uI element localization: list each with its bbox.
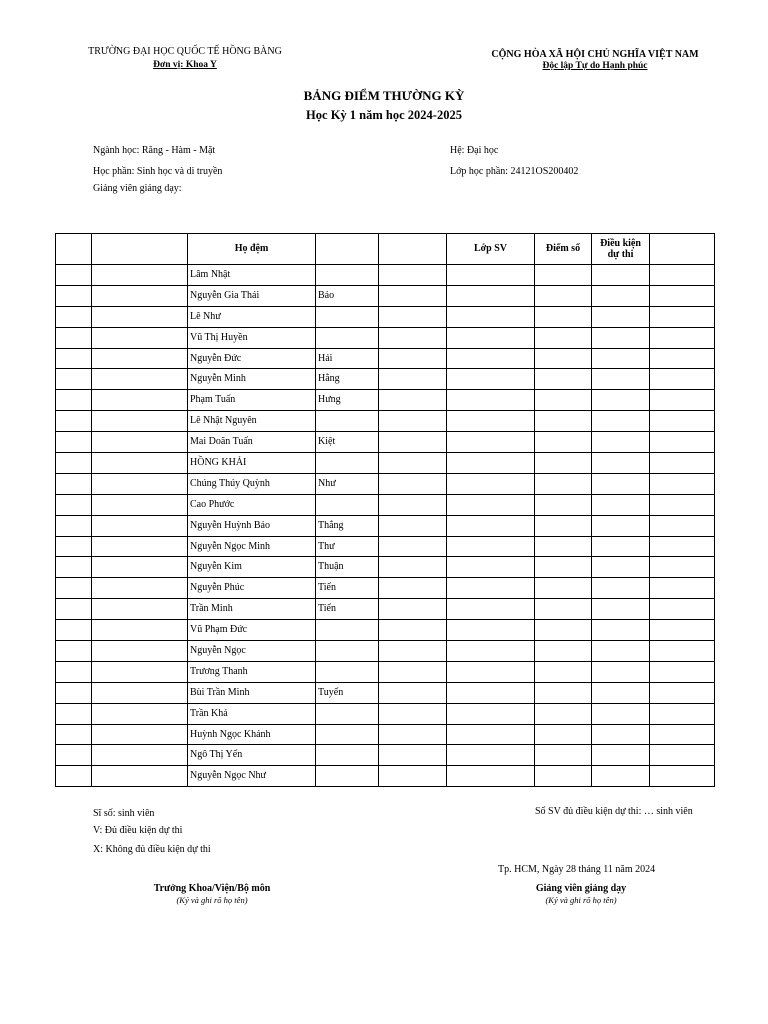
cell-empty xyxy=(379,641,447,662)
cell-empty xyxy=(447,515,535,536)
cell-empty xyxy=(535,745,592,766)
cell-ten: Kiệt xyxy=(316,432,379,453)
cell-empty xyxy=(535,473,592,494)
cell-ho-dem: Lê Nhật Nguyên xyxy=(188,411,316,432)
school-name: TRƯỜNG ĐẠI HỌC QUỐC TẾ HỒNG BÀNG xyxy=(88,46,282,57)
cell-empty xyxy=(650,473,715,494)
cell-empty xyxy=(92,766,188,787)
cell-empty xyxy=(447,411,535,432)
cell-empty xyxy=(535,599,592,620)
cell-empty xyxy=(92,578,188,599)
cell-empty xyxy=(447,578,535,599)
cell-empty xyxy=(92,661,188,682)
cell-empty xyxy=(650,411,715,432)
cell-empty xyxy=(447,641,535,662)
cell-empty xyxy=(592,327,650,348)
cell-empty xyxy=(56,578,92,599)
cell-empty xyxy=(592,515,650,536)
cell-ho-dem: Trần Khả xyxy=(188,703,316,724)
cell-empty xyxy=(650,348,715,369)
cell-empty xyxy=(592,578,650,599)
cell-empty xyxy=(447,620,535,641)
cell-empty xyxy=(447,557,535,578)
cell-empty xyxy=(92,369,188,390)
cell-empty xyxy=(535,494,592,515)
eligible-count: Số SV đủ điều kiện dự thi: … sinh viên xyxy=(535,806,693,817)
cell-empty xyxy=(56,661,92,682)
table-row xyxy=(56,369,715,390)
cell-ten: Hằng xyxy=(316,369,379,390)
cell-empty xyxy=(650,682,715,703)
cell-ten: Bảo xyxy=(316,285,379,306)
cell-ho-dem: Mai Doãn Tuấn xyxy=(188,432,316,453)
table-row xyxy=(56,703,715,724)
cell-empty xyxy=(92,285,188,306)
cell-empty xyxy=(447,390,535,411)
cell-ten xyxy=(316,265,379,286)
cell-ho-dem: HỒNG KHẢI xyxy=(188,453,316,474)
cell-empty xyxy=(592,348,650,369)
cell-empty xyxy=(650,515,715,536)
cell-empty xyxy=(535,327,592,348)
table-row xyxy=(56,473,715,494)
cell-empty xyxy=(92,411,188,432)
cell-ten xyxy=(316,494,379,515)
cell-empty xyxy=(592,432,650,453)
cell-empty xyxy=(56,473,92,494)
cell-empty xyxy=(592,703,650,724)
cell-ho-dem: Lê Như xyxy=(188,306,316,327)
cell-empty xyxy=(56,494,92,515)
table-row xyxy=(56,641,715,662)
table-row xyxy=(56,557,715,578)
cell-empty xyxy=(379,620,447,641)
cell-ten: Tiến xyxy=(316,578,379,599)
cell-empty xyxy=(650,620,715,641)
cell-empty xyxy=(650,745,715,766)
cell-ho-dem: Huỳnh Ngọc Khánh xyxy=(188,724,316,745)
cell-empty xyxy=(447,285,535,306)
cell-empty xyxy=(56,369,92,390)
cell-ho-dem: Phạm Tuấn xyxy=(188,390,316,411)
cell-ten xyxy=(316,306,379,327)
cell-empty xyxy=(592,411,650,432)
cell-empty xyxy=(535,515,592,536)
sign-right-note: (Ký và ghi rõ họ tên) xyxy=(545,895,617,905)
cell-ten: Thắng xyxy=(316,515,379,536)
cell-empty xyxy=(379,515,447,536)
cell-ten xyxy=(316,641,379,662)
table-row xyxy=(56,724,715,745)
cell-empty xyxy=(535,390,592,411)
cell-empty xyxy=(650,453,715,474)
cell-empty xyxy=(379,536,447,557)
cell-ho-dem: Nguyễn Huỳnh Bảo xyxy=(188,515,316,536)
cell-ten: Tuyến xyxy=(316,682,379,703)
legend-v: V: Đủ điều kiện dự thi xyxy=(93,825,183,836)
cell-empty xyxy=(92,745,188,766)
cell-empty xyxy=(592,453,650,474)
cell-empty xyxy=(92,432,188,453)
cell-ho-dem: Trương Thanh xyxy=(188,661,316,682)
cell-empty xyxy=(535,766,592,787)
cell-ho-dem: Vũ Thị Huyền xyxy=(188,327,316,348)
cell-empty xyxy=(535,620,592,641)
cell-empty xyxy=(379,390,447,411)
cell-empty xyxy=(447,327,535,348)
cell-empty xyxy=(447,766,535,787)
cell-empty xyxy=(56,557,92,578)
cell-empty xyxy=(535,557,592,578)
cell-empty xyxy=(592,661,650,682)
cell-ho-dem: Nguyễn Minh xyxy=(188,369,316,390)
table-row xyxy=(56,661,715,682)
cell-empty xyxy=(56,306,92,327)
cell-empty xyxy=(447,369,535,390)
cell-empty xyxy=(92,327,188,348)
cell-empty xyxy=(379,766,447,787)
cell-empty xyxy=(592,285,650,306)
cell-empty xyxy=(379,661,447,682)
cell-empty xyxy=(379,473,447,494)
cell-empty xyxy=(379,578,447,599)
cell-ten: Hải xyxy=(316,348,379,369)
cell-ho-dem: Nguyễn Gia Thái xyxy=(188,285,316,306)
cell-ten: Tiến xyxy=(316,599,379,620)
table-row xyxy=(56,515,715,536)
cell-ho-dem: Nguyễn Đức xyxy=(188,348,316,369)
cell-empty xyxy=(56,390,92,411)
cell-ho-dem: Lâm Nhật xyxy=(188,265,316,286)
cell-empty xyxy=(447,453,535,474)
cell-empty xyxy=(650,265,715,286)
cell-empty xyxy=(56,432,92,453)
sign-left-title: Trưởng Khoa/Viện/Bộ môn xyxy=(153,883,271,894)
cell-empty xyxy=(447,599,535,620)
table-row xyxy=(56,265,715,286)
cell-empty xyxy=(92,641,188,662)
lecturer-label: Giảng viên giảng dạy: xyxy=(93,183,182,194)
cell-empty xyxy=(650,766,715,787)
cell-empty xyxy=(92,599,188,620)
cell-empty xyxy=(650,285,715,306)
table-row xyxy=(56,599,715,620)
cell-empty xyxy=(56,285,92,306)
cell-empty xyxy=(650,536,715,557)
cell-empty xyxy=(56,703,92,724)
header-col-1 xyxy=(56,234,92,265)
table-row xyxy=(56,453,715,474)
cell-ten xyxy=(316,327,379,348)
class-size: Sĩ số: sinh viên xyxy=(93,808,155,819)
cell-empty xyxy=(92,620,188,641)
cell-empty xyxy=(592,641,650,662)
cell-empty xyxy=(592,494,650,515)
cell-ten xyxy=(316,745,379,766)
cell-empty xyxy=(592,724,650,745)
cell-empty xyxy=(592,557,650,578)
cell-empty xyxy=(379,306,447,327)
sign-right-title: Giảng viên giảng dạy xyxy=(535,883,627,894)
cell-empty xyxy=(650,494,715,515)
cell-ten xyxy=(316,661,379,682)
cell-empty xyxy=(379,411,447,432)
cell-empty xyxy=(650,390,715,411)
cell-ho-dem: Bùi Trần Minh xyxy=(188,682,316,703)
table-row xyxy=(56,348,715,369)
cell-empty xyxy=(379,453,447,474)
nation-title: CỘNG HÒA XÃ HỘI CHỦ NGHĨA VIỆT NAM xyxy=(491,49,699,60)
cell-empty xyxy=(535,641,592,662)
cell-empty xyxy=(447,306,535,327)
cell-empty xyxy=(379,703,447,724)
cell-empty xyxy=(535,682,592,703)
cell-empty xyxy=(56,620,92,641)
cell-empty xyxy=(535,285,592,306)
cell-empty xyxy=(379,494,447,515)
cell-empty xyxy=(592,745,650,766)
cell-empty xyxy=(447,682,535,703)
cell-empty xyxy=(592,620,650,641)
cell-empty xyxy=(650,369,715,390)
cell-empty xyxy=(650,641,715,662)
cell-empty xyxy=(56,766,92,787)
cell-empty xyxy=(650,703,715,724)
cell-empty xyxy=(592,390,650,411)
cell-empty xyxy=(592,536,650,557)
cell-empty xyxy=(379,369,447,390)
cell-empty xyxy=(56,327,92,348)
cell-empty xyxy=(535,661,592,682)
table-row xyxy=(56,536,715,557)
cell-empty xyxy=(447,536,535,557)
cell-ho-dem: Nguyễn Ngọc xyxy=(188,641,316,662)
cell-empty xyxy=(92,494,188,515)
header-lop-sv: Lớp SV xyxy=(447,234,535,265)
header-col-9 xyxy=(650,234,715,265)
table-header-row xyxy=(56,234,715,265)
unit-name: Đơn vị: Khoa Y xyxy=(153,60,217,70)
page-title: BẢNG ĐIỂM THƯỜNG KỲ xyxy=(303,88,465,103)
cell-empty xyxy=(379,348,447,369)
cell-empty xyxy=(447,265,535,286)
cell-ho-dem: Vũ Phạm Đức xyxy=(188,620,316,641)
cell-ten: Hưng xyxy=(316,390,379,411)
cell-empty xyxy=(92,703,188,724)
cell-empty xyxy=(56,599,92,620)
table-row xyxy=(56,620,715,641)
table-row xyxy=(56,682,715,703)
cell-empty xyxy=(56,515,92,536)
cell-ten xyxy=(316,411,379,432)
cell-empty xyxy=(92,724,188,745)
cell-empty xyxy=(92,515,188,536)
cell-empty xyxy=(650,661,715,682)
cell-empty xyxy=(592,766,650,787)
cell-empty xyxy=(92,265,188,286)
cell-empty xyxy=(535,369,592,390)
cell-ho-dem: Nguyễn Ngọc Minh xyxy=(188,536,316,557)
cell-empty xyxy=(447,703,535,724)
header-diem-so: Điểm số xyxy=(535,234,592,265)
cell-empty xyxy=(535,306,592,327)
header-col-2 xyxy=(92,234,188,265)
cell-empty xyxy=(56,682,92,703)
table-row xyxy=(56,766,715,787)
cell-empty xyxy=(592,599,650,620)
cell-empty xyxy=(447,348,535,369)
cell-ten xyxy=(316,453,379,474)
cell-ten xyxy=(316,703,379,724)
cell-empty xyxy=(650,599,715,620)
cell-empty xyxy=(92,473,188,494)
cell-empty xyxy=(92,348,188,369)
cell-empty xyxy=(379,682,447,703)
cell-empty xyxy=(92,306,188,327)
cell-empty xyxy=(56,411,92,432)
cell-empty xyxy=(535,703,592,724)
cell-empty xyxy=(379,265,447,286)
cell-empty xyxy=(535,411,592,432)
cell-empty xyxy=(56,348,92,369)
cell-empty xyxy=(92,682,188,703)
cell-empty xyxy=(56,536,92,557)
cell-ho-dem: Nguyễn Phúc xyxy=(188,578,316,599)
cell-empty xyxy=(379,599,447,620)
table-row xyxy=(56,578,715,599)
cell-empty xyxy=(535,578,592,599)
cell-ten xyxy=(316,724,379,745)
cell-empty xyxy=(592,682,650,703)
table-row xyxy=(56,285,715,306)
cell-ho-dem: Nguyễn Kim xyxy=(188,557,316,578)
system-label: Hệ: Đại học xyxy=(450,145,499,156)
cell-empty xyxy=(535,348,592,369)
table-row xyxy=(56,494,715,515)
cell-empty xyxy=(447,724,535,745)
cell-empty xyxy=(535,265,592,286)
class-code-label: Lớp học phần: 24121OS200402 xyxy=(450,166,579,177)
cell-empty xyxy=(650,432,715,453)
sign-left-note: (Ký và ghi rõ họ tên) xyxy=(176,895,248,905)
cell-empty xyxy=(650,327,715,348)
cell-empty xyxy=(650,724,715,745)
cell-empty xyxy=(592,265,650,286)
cell-empty xyxy=(56,453,92,474)
cell-ten: Thuận xyxy=(316,557,379,578)
cell-empty xyxy=(650,578,715,599)
cell-empty xyxy=(535,432,592,453)
course-label: Học phần: Sinh học và di truyền xyxy=(93,166,223,177)
table-row xyxy=(56,306,715,327)
cell-ho-dem: Nguyễn Ngọc Như xyxy=(188,766,316,787)
cell-ten xyxy=(316,620,379,641)
cell-ho-dem: Chúng Thúy Quỳnh xyxy=(188,473,316,494)
cell-empty xyxy=(92,557,188,578)
cell-empty xyxy=(447,661,535,682)
cell-empty xyxy=(92,453,188,474)
table-row xyxy=(56,745,715,766)
cell-ten: Như xyxy=(316,473,379,494)
cell-empty xyxy=(379,745,447,766)
cell-empty xyxy=(379,724,447,745)
cell-empty xyxy=(535,724,592,745)
signing-date: Tp. HCM, Ngày 28 tháng 11 năm 2024 xyxy=(498,864,656,875)
cell-empty xyxy=(379,285,447,306)
legend-x: X: Không đủ điều kiện dự thi xyxy=(93,844,211,855)
cell-empty xyxy=(92,536,188,557)
page-subtitle: Học Kỳ 1 năm học 2024-2025 xyxy=(306,108,462,122)
header-ten xyxy=(316,234,379,265)
cell-empty xyxy=(650,557,715,578)
cell-empty xyxy=(56,265,92,286)
cell-empty xyxy=(447,494,535,515)
cell-empty xyxy=(535,453,592,474)
cell-empty xyxy=(535,536,592,557)
cell-empty xyxy=(592,473,650,494)
header-ho-dem: Họ đệm xyxy=(188,234,316,265)
table-row xyxy=(56,411,715,432)
cell-ho-dem: Cao Phước xyxy=(188,494,316,515)
cell-empty xyxy=(379,432,447,453)
table-row xyxy=(56,432,715,453)
cell-empty xyxy=(650,306,715,327)
cell-ho-dem: Ngô Thị Yến xyxy=(188,745,316,766)
cell-empty xyxy=(592,306,650,327)
cell-ho-dem: Trần Minh xyxy=(188,599,316,620)
cell-empty xyxy=(447,432,535,453)
cell-empty xyxy=(56,745,92,766)
nation-motto: Độc lập Tự do Hạnh phúc xyxy=(542,61,648,71)
header-dieu-kien: Điều kiện dự thi xyxy=(592,234,650,265)
cell-empty xyxy=(56,724,92,745)
cell-empty xyxy=(447,745,535,766)
cell-ten: Thư xyxy=(316,536,379,557)
cell-empty xyxy=(56,641,92,662)
cell-empty xyxy=(447,473,535,494)
cell-empty xyxy=(592,369,650,390)
header-col-5 xyxy=(379,234,447,265)
cell-empty xyxy=(92,390,188,411)
grade-table xyxy=(55,233,715,787)
cell-empty xyxy=(379,327,447,348)
cell-empty xyxy=(379,557,447,578)
cell-ten xyxy=(316,766,379,787)
table-row xyxy=(56,390,715,411)
major-label: Ngành học: Răng - Hàm - Mặt xyxy=(93,145,216,156)
table-row xyxy=(56,327,715,348)
